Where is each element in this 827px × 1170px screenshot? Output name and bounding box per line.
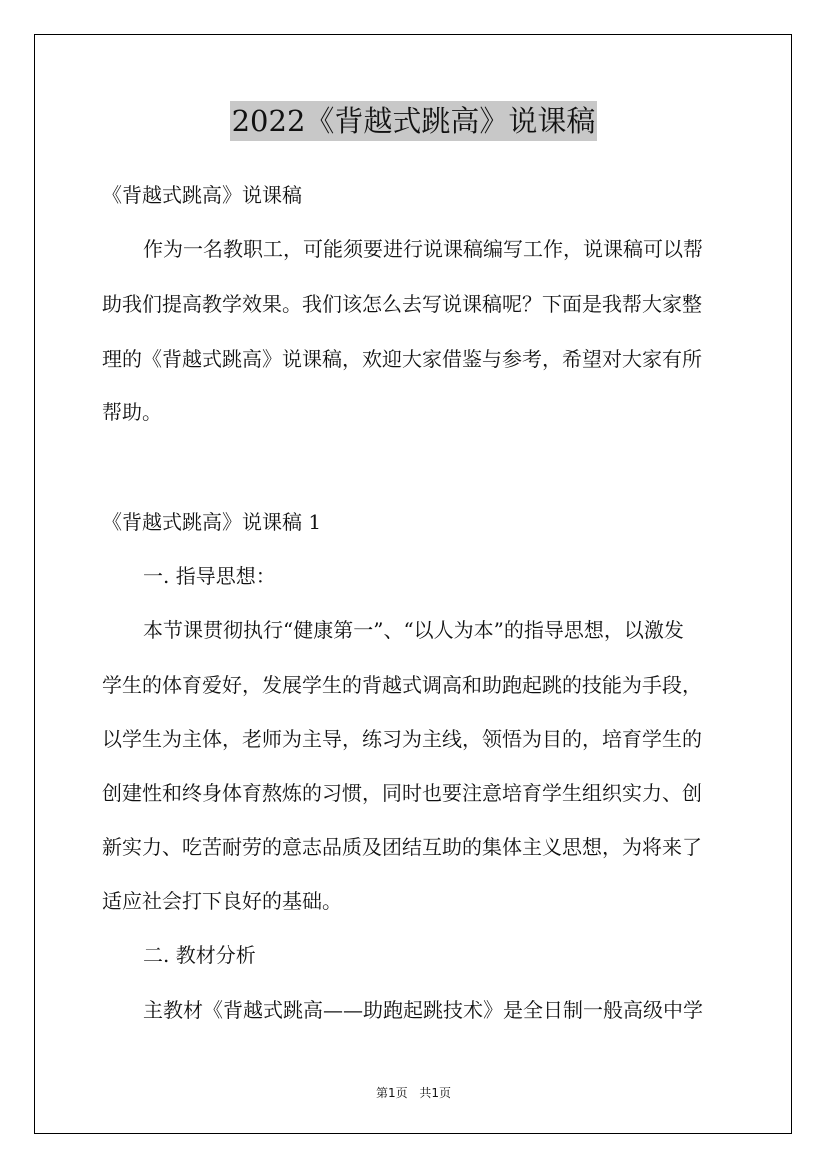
paragraph-line: 主教材《背越式跳高——助跑起跳技术》是全日制一般高级中学 xyxy=(143,998,703,1022)
paragraph-line: 本节课贯彻执行“健康第一”、“以人为本”的指导思想，以激发 xyxy=(143,618,684,642)
subsection-heading: 二. 教材分析 xyxy=(143,943,256,967)
intro-line: 帮助。 xyxy=(102,400,162,424)
subtitle: 《背越式跳高》说课稿 xyxy=(102,183,302,207)
paragraph-line: 以学生为主体，老师为主导，练习为主线，领悟为目的，培育学生的 xyxy=(102,727,702,751)
paragraph-line: 新实力、吃苦耐劳的意志品质及团结互助的集体主义思想，为将来了 xyxy=(102,835,702,859)
page-footer xyxy=(0,1084,827,1101)
section-heading: 《背越式跳高》说课稿 1 xyxy=(102,510,322,534)
document-title: 2022《背越式跳高》说课稿 xyxy=(230,101,598,141)
page-number: 第1页 xyxy=(375,1086,408,1100)
paragraph-line: 创建性和终身体育熬炼的习惯，同时也要注意培育学生组织实力、创 xyxy=(102,781,702,805)
intro-line: 理的《背越式跳高》说课稿，欢迎大家借鉴与参考，希望对大家有所 xyxy=(102,347,702,371)
intro-line: 作为一名教职工，可能须要进行说课稿编写工作，说课稿可以帮 xyxy=(143,237,703,261)
title-container xyxy=(0,101,827,141)
paragraph-line: 适应社会打下良好的基础。 xyxy=(102,889,342,913)
subsection-heading: 一. 指导思想： xyxy=(143,564,276,588)
intro-line: 助我们提高教学效果。我们该怎么去写说课稿呢？下面是我帮大家整 xyxy=(102,292,702,316)
page-total: 共1页 xyxy=(419,1086,452,1100)
paragraph-line: 学生的体育爱好，发展学生的背越式调高和助跑起跳的技能为手段， xyxy=(102,673,702,697)
